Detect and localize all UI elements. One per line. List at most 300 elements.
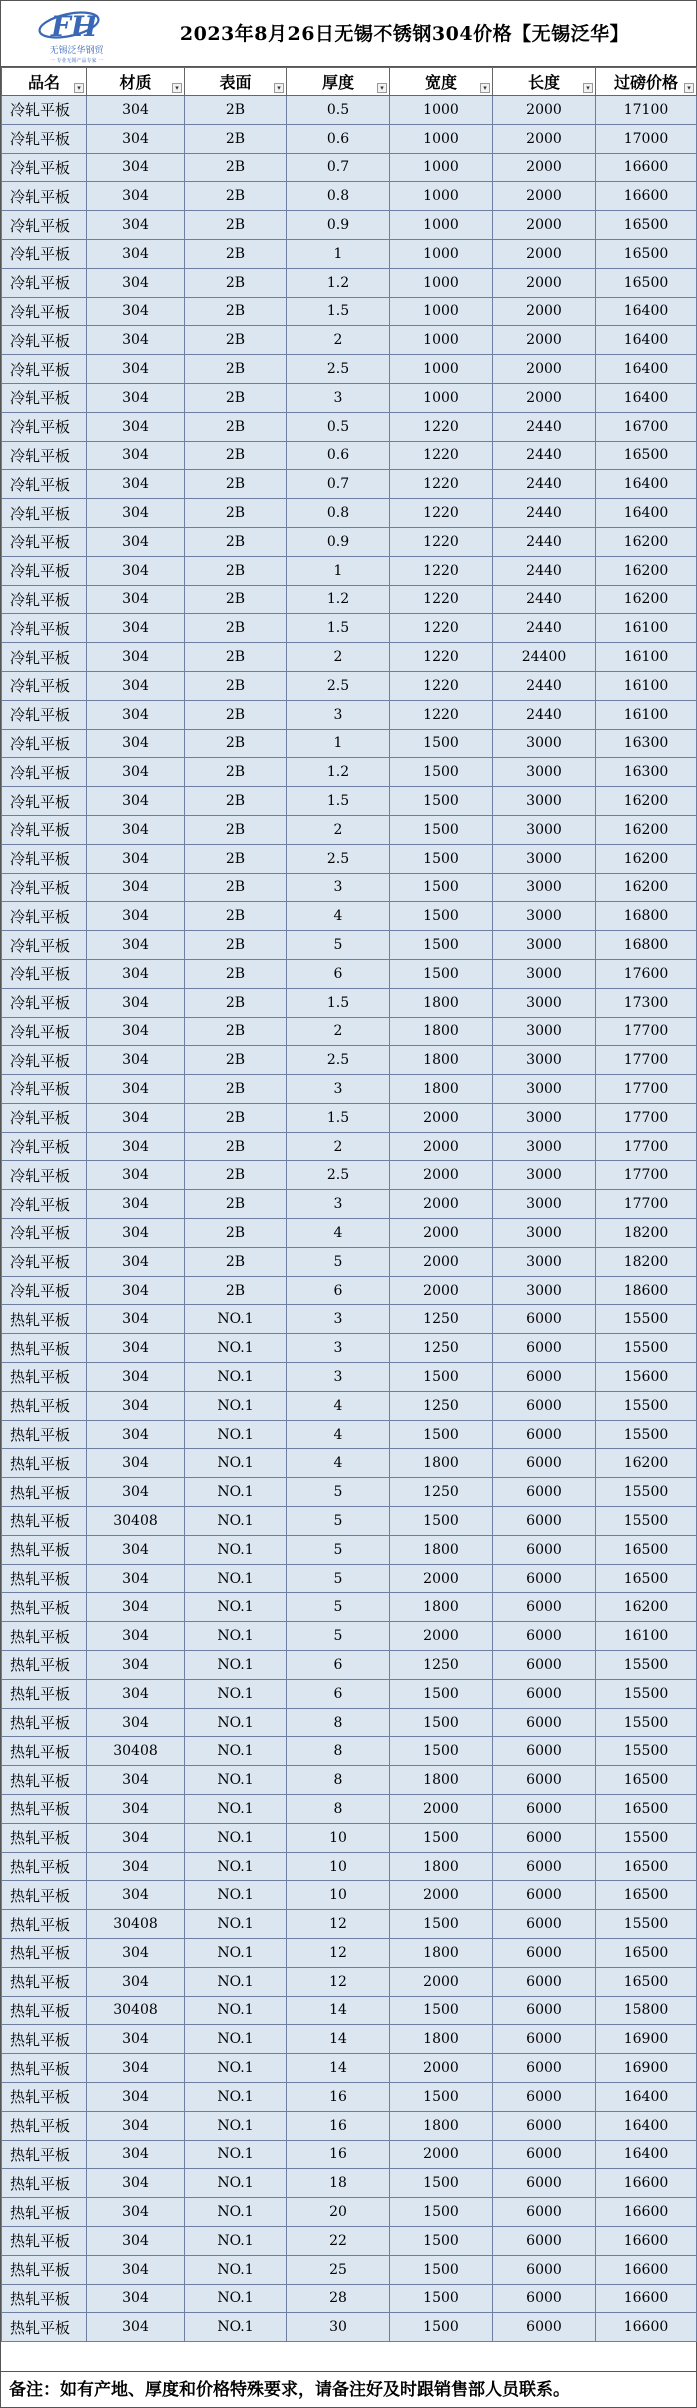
cell-thickness: 8 — [287, 1766, 390, 1795]
cell-weighed-price: 17300 — [596, 988, 697, 1017]
cell-thickness: 14 — [287, 2054, 390, 2083]
cell-width: 1500 — [390, 2198, 493, 2227]
filter-dropdown-icon[interactable]: ▾ — [172, 83, 182, 93]
cell-material: 304 — [87, 1535, 185, 1564]
cell-surface: NO.1 — [185, 1795, 287, 1824]
cell-width: 1500 — [390, 873, 493, 902]
cell-weighed-price: 16400 — [596, 499, 697, 528]
cell-width: 1800 — [390, 1449, 493, 1478]
cell-product-name: 热轧平板 — [2, 1651, 87, 1680]
cell-product-name: 热轧平板 — [2, 1391, 87, 1420]
cell-weighed-price: 17000 — [596, 124, 697, 153]
cell-length: 6000 — [493, 1420, 596, 1449]
cell-surface: 2B — [185, 902, 287, 931]
cell-weighed-price: 16600 — [596, 182, 697, 211]
cell-surface: NO.1 — [185, 1305, 287, 1334]
cell-weighed-price: 16200 — [596, 1593, 697, 1622]
cell-length: 6000 — [493, 1564, 596, 1593]
table-row — [2, 585, 697, 614]
cell-width: 1500 — [390, 1996, 493, 2025]
table-row — [2, 2284, 697, 2313]
cell-width: 2000 — [390, 2054, 493, 2083]
table-row — [2, 1103, 697, 1132]
cell-thickness: 12 — [287, 1967, 390, 1996]
cell-material: 30408 — [87, 1996, 185, 2025]
table-header-row — [2, 68, 697, 96]
cell-weighed-price: 17700 — [596, 1103, 697, 1132]
cell-surface: NO.1 — [185, 1564, 287, 1593]
cell-product-name: 热轧平板 — [2, 1679, 87, 1708]
cell-length: 6000 — [493, 2198, 596, 2227]
cell-surface: NO.1 — [185, 1507, 287, 1536]
cell-surface: 2B — [185, 182, 287, 211]
cell-material: 304 — [87, 1075, 185, 1104]
cell-length: 6000 — [493, 1737, 596, 1766]
table-row — [2, 700, 697, 729]
cell-weighed-price: 16500 — [596, 1535, 697, 1564]
cell-width: 1500 — [390, 729, 493, 758]
cell-surface: 2B — [185, 412, 287, 441]
table-row — [2, 2198, 697, 2227]
cell-length: 6000 — [493, 2226, 596, 2255]
cell-weighed-price: 16400 — [596, 383, 697, 412]
cell-length: 2440 — [493, 700, 596, 729]
cell-product-name: 冷轧平板 — [2, 268, 87, 297]
cell-material: 304 — [87, 2255, 185, 2284]
cell-surface: NO.1 — [185, 1939, 287, 1968]
cell-surface: 2B — [185, 729, 287, 758]
cell-width: 1500 — [390, 2082, 493, 2111]
cell-length: 2000 — [493, 239, 596, 268]
cell-product-name: 热轧平板 — [2, 1939, 87, 1968]
cell-material: 304 — [87, 527, 185, 556]
cell-length: 3000 — [493, 1247, 596, 1276]
cell-weighed-price: 16600 — [596, 2284, 697, 2313]
cell-width: 1500 — [390, 1679, 493, 1708]
cell-width: 1500 — [390, 1737, 493, 1766]
cell-product-name: 热轧平板 — [2, 1622, 87, 1651]
cell-length: 2440 — [493, 614, 596, 643]
cell-material: 304 — [87, 2169, 185, 2198]
cell-length: 2440 — [493, 671, 596, 700]
cell-material: 304 — [87, 1305, 185, 1334]
cell-weighed-price: 16900 — [596, 2025, 697, 2054]
cell-material: 304 — [87, 2140, 185, 2169]
cell-length: 6000 — [493, 1910, 596, 1939]
cell-surface: 2B — [185, 1247, 287, 1276]
cell-product-name: 热轧平板 — [2, 1535, 87, 1564]
table-row — [2, 1910, 697, 1939]
cell-product-name: 冷轧平板 — [2, 153, 87, 182]
cell-thickness: 5 — [287, 1247, 390, 1276]
cell-width: 1500 — [390, 815, 493, 844]
cell-thickness: 1.5 — [287, 988, 390, 1017]
cell-length: 2000 — [493, 383, 596, 412]
cell-thickness: 1 — [287, 729, 390, 758]
cell-material: 304 — [87, 96, 185, 125]
cell-thickness: 1.5 — [287, 297, 390, 326]
cell-thickness: 2 — [287, 1132, 390, 1161]
cell-material: 304 — [87, 787, 185, 816]
cell-material: 304 — [87, 297, 185, 326]
cell-surface: 2B — [185, 1190, 287, 1219]
table-row — [2, 383, 697, 412]
filter-dropdown-icon[interactable]: ▾ — [480, 83, 490, 93]
cell-weighed-price: 16700 — [596, 412, 697, 441]
cell-material: 304 — [87, 902, 185, 931]
table-row — [2, 1564, 697, 1593]
table-row — [2, 326, 697, 355]
cell-surface: NO.1 — [185, 2255, 287, 2284]
cell-product-name: 热轧平板 — [2, 1823, 87, 1852]
cell-width: 2000 — [390, 1881, 493, 1910]
cell-weighed-price: 18200 — [596, 1219, 697, 1248]
cell-thickness: 8 — [287, 1737, 390, 1766]
table-row — [2, 1881, 697, 1910]
cell-length: 6000 — [493, 1823, 596, 1852]
cell-thickness: 4 — [287, 1219, 390, 1248]
cell-weighed-price: 16400 — [596, 355, 697, 384]
cell-material: 304 — [87, 1679, 185, 1708]
cell-thickness: 16 — [287, 2140, 390, 2169]
cell-surface: 2B — [185, 96, 287, 125]
cell-material: 304 — [87, 1103, 185, 1132]
table-row — [2, 1132, 697, 1161]
cell-width: 1500 — [390, 1363, 493, 1392]
cell-material: 304 — [87, 2025, 185, 2054]
cell-width: 1000 — [390, 182, 493, 211]
cell-product-name: 冷轧平板 — [2, 643, 87, 672]
cell-thickness: 3 — [287, 383, 390, 412]
cell-width: 1000 — [390, 355, 493, 384]
cell-weighed-price: 16500 — [596, 1852, 697, 1881]
cell-length: 3000 — [493, 1161, 596, 1190]
cell-weighed-price: 17700 — [596, 1017, 697, 1046]
cell-surface: 2B — [185, 614, 287, 643]
cell-material: 304 — [87, 239, 185, 268]
cell-width: 1220 — [390, 643, 493, 672]
filter-dropdown-icon[interactable]: ▾ — [583, 83, 593, 93]
table-row — [2, 873, 697, 902]
cell-material: 30408 — [87, 1507, 185, 1536]
cell-material: 304 — [87, 1852, 185, 1881]
cell-thickness: 1.2 — [287, 758, 390, 787]
cell-width: 1000 — [390, 383, 493, 412]
cell-weighed-price: 16500 — [596, 239, 697, 268]
cell-surface: NO.1 — [185, 1593, 287, 1622]
cell-weighed-price: 16600 — [596, 2169, 697, 2198]
cell-product-name: 热轧平板 — [2, 2169, 87, 2198]
table-row — [2, 2255, 697, 2284]
footer-note: 备注：如有产地、厚度和价格特殊要求，请备注好及时跟销售部人员联系。 — [1, 2371, 696, 2407]
cell-length: 2000 — [493, 124, 596, 153]
table-row — [2, 355, 697, 384]
cell-thickness: 5 — [287, 931, 390, 960]
table-row — [2, 1679, 697, 1708]
cell-product-name: 冷轧平板 — [2, 239, 87, 268]
cell-weighed-price: 16500 — [596, 211, 697, 240]
cell-thickness: 25 — [287, 2255, 390, 2284]
cell-length: 6000 — [493, 2140, 596, 2169]
cell-width: 1500 — [390, 1910, 493, 1939]
cell-thickness: 0.7 — [287, 470, 390, 499]
cell-material: 304 — [87, 1939, 185, 1968]
cell-weighed-price: 16400 — [596, 326, 697, 355]
filter-dropdown-icon[interactable]: ▾ — [274, 83, 284, 93]
cell-width: 1000 — [390, 239, 493, 268]
cell-length: 2440 — [493, 556, 596, 585]
cell-width: 1500 — [390, 1420, 493, 1449]
cell-material: 304 — [87, 1478, 185, 1507]
cell-surface: NO.1 — [185, 2111, 287, 2140]
cell-length: 2440 — [493, 441, 596, 470]
cell-width: 2000 — [390, 2140, 493, 2169]
cell-weighed-price: 15800 — [596, 1996, 697, 2025]
price-table — [1, 67, 697, 2342]
cell-weighed-price: 16200 — [596, 1449, 697, 1478]
cell-weighed-price: 16200 — [596, 527, 697, 556]
cell-product-name: 热轧平板 — [2, 1881, 87, 1910]
cell-thickness: 0.5 — [287, 96, 390, 125]
column-header-product-name — [2, 68, 87, 96]
cell-product-name: 冷轧平板 — [2, 931, 87, 960]
column-header-label: 过磅价格 — [613, 73, 678, 92]
table-row — [2, 1363, 697, 1392]
cell-width: 1800 — [390, 2111, 493, 2140]
cell-surface: 2B — [185, 527, 287, 556]
cell-weighed-price: 16600 — [596, 2198, 697, 2227]
company-logo — [29, 3, 124, 65]
filter-dropdown-icon[interactable]: ▾ — [377, 83, 387, 93]
cell-product-name: 热轧平板 — [2, 1420, 87, 1449]
logo-tagline: 一 专业无锡产品专家 一 — [49, 58, 104, 64]
cell-width: 1800 — [390, 1939, 493, 1968]
cell-thickness: 4 — [287, 902, 390, 931]
cell-weighed-price: 16400 — [596, 297, 697, 326]
cell-width: 1000 — [390, 153, 493, 182]
cell-weighed-price: 15500 — [596, 1651, 697, 1680]
cell-product-name: 冷轧平板 — [2, 844, 87, 873]
cell-length: 3000 — [493, 1276, 596, 1305]
cell-weighed-price: 16900 — [596, 2054, 697, 2083]
cell-thickness: 3 — [287, 1334, 390, 1363]
cell-width: 2000 — [390, 1795, 493, 1824]
cell-surface: 2B — [185, 383, 287, 412]
cell-thickness: 0.8 — [287, 499, 390, 528]
cell-thickness: 3 — [287, 873, 390, 902]
table-body — [2, 96, 697, 2342]
cell-thickness: 5 — [287, 1535, 390, 1564]
cell-product-name: 热轧平板 — [2, 2313, 87, 2342]
cell-surface: 2B — [185, 1132, 287, 1161]
filter-dropdown-icon[interactable]: ▾ — [684, 83, 694, 93]
cell-material: 304 — [87, 1651, 185, 1680]
filter-dropdown-icon[interactable]: ▾ — [74, 83, 84, 93]
cell-product-name: 冷轧平板 — [2, 1075, 87, 1104]
cell-thickness: 14 — [287, 2025, 390, 2054]
cell-product-name: 热轧平板 — [2, 1305, 87, 1334]
cell-surface: 2B — [185, 124, 287, 153]
cell-surface: NO.1 — [185, 2198, 287, 2227]
cell-product-name: 热轧平板 — [2, 1737, 87, 1766]
cell-material: 304 — [87, 1881, 185, 1910]
cell-width: 1220 — [390, 671, 493, 700]
cell-length: 6000 — [493, 2082, 596, 2111]
cell-thickness: 8 — [287, 1708, 390, 1737]
table-row — [2, 268, 697, 297]
table-row — [2, 2111, 697, 2140]
cell-surface: 2B — [185, 873, 287, 902]
cell-width: 1220 — [390, 614, 493, 643]
table-row — [2, 297, 697, 326]
cell-weighed-price: 16400 — [596, 2140, 697, 2169]
cell-product-name: 热轧平板 — [2, 2226, 87, 2255]
cell-product-name: 热轧平板 — [2, 2111, 87, 2140]
column-header-material — [87, 68, 185, 96]
cell-length: 3000 — [493, 1132, 596, 1161]
cell-weighed-price: 17700 — [596, 1190, 697, 1219]
column-header-label: 表面 — [219, 73, 252, 92]
cell-weighed-price: 16400 — [596, 470, 697, 499]
cell-product-name: 冷轧平板 — [2, 671, 87, 700]
cell-product-name: 冷轧平板 — [2, 355, 87, 384]
cell-weighed-price: 16500 — [596, 1939, 697, 1968]
cell-surface: NO.1 — [185, 1535, 287, 1564]
cell-width: 1800 — [390, 1046, 493, 1075]
cell-thickness: 1.5 — [287, 1103, 390, 1132]
cell-weighed-price: 17700 — [596, 1075, 697, 1104]
cell-length: 6000 — [493, 1967, 596, 1996]
cell-material: 304 — [87, 1593, 185, 1622]
cell-length: 6000 — [493, 1852, 596, 1881]
table-row — [2, 96, 697, 125]
cell-material: 304 — [87, 2111, 185, 2140]
cell-material: 304 — [87, 1017, 185, 1046]
cell-thickness: 20 — [287, 2198, 390, 2227]
cell-material: 304 — [87, 758, 185, 787]
cell-surface: NO.1 — [185, 2284, 287, 2313]
cell-material: 304 — [87, 441, 185, 470]
cell-width: 1250 — [390, 1334, 493, 1363]
cell-material: 304 — [87, 959, 185, 988]
cell-length: 2440 — [493, 470, 596, 499]
cell-width: 1220 — [390, 700, 493, 729]
cell-width: 1220 — [390, 556, 493, 585]
cell-weighed-price: 15500 — [596, 1708, 697, 1737]
table-row — [2, 2226, 697, 2255]
cell-surface: 2B — [185, 988, 287, 1017]
cell-product-name: 冷轧平板 — [2, 412, 87, 441]
cell-width: 2000 — [390, 1622, 493, 1651]
cell-surface: NO.1 — [185, 2025, 287, 2054]
cell-surface: NO.1 — [185, 2082, 287, 2111]
cell-surface: NO.1 — [185, 1420, 287, 1449]
table-row — [2, 124, 697, 153]
table-row — [2, 412, 697, 441]
cell-weighed-price: 16500 — [596, 441, 697, 470]
cell-length: 6000 — [493, 1449, 596, 1478]
cell-length: 3000 — [493, 844, 596, 873]
cell-weighed-price: 15500 — [596, 1478, 697, 1507]
cell-surface: 2B — [185, 239, 287, 268]
cell-material: 304 — [87, 556, 185, 585]
cell-surface: NO.1 — [185, 1910, 287, 1939]
cell-length: 6000 — [493, 2025, 596, 2054]
cell-product-name: 冷轧平板 — [2, 902, 87, 931]
cell-material: 304 — [87, 1967, 185, 1996]
cell-surface: 2B — [185, 959, 287, 988]
cell-material: 304 — [87, 1334, 185, 1363]
cell-length: 6000 — [493, 1535, 596, 1564]
cell-length: 3000 — [493, 1190, 596, 1219]
cell-weighed-price: 16400 — [596, 2082, 697, 2111]
cell-surface: 2B — [185, 1161, 287, 1190]
cell-length: 3000 — [493, 815, 596, 844]
cell-width: 2000 — [390, 1132, 493, 1161]
table-row — [2, 2140, 697, 2169]
cell-material: 304 — [87, 1823, 185, 1852]
cell-material: 304 — [87, 729, 185, 758]
table-row — [2, 1535, 697, 1564]
cell-width: 2000 — [390, 1247, 493, 1276]
cell-width: 1800 — [390, 988, 493, 1017]
cell-surface: NO.1 — [185, 1708, 287, 1737]
cell-weighed-price: 16500 — [596, 268, 697, 297]
cell-weighed-price: 17700 — [596, 1161, 697, 1190]
cell-product-name: 热轧平板 — [2, 1708, 87, 1737]
cell-weighed-price: 16600 — [596, 153, 697, 182]
cell-width: 1220 — [390, 412, 493, 441]
cell-length: 3000 — [493, 902, 596, 931]
cell-product-name: 冷轧平板 — [2, 758, 87, 787]
cell-material: 304 — [87, 326, 185, 355]
cell-width: 1500 — [390, 787, 493, 816]
cell-material: 30408 — [87, 1910, 185, 1939]
cell-length: 6000 — [493, 2284, 596, 2313]
cell-product-name: 冷轧平板 — [2, 1017, 87, 1046]
table-row — [2, 988, 697, 1017]
cell-length: 3000 — [493, 1219, 596, 1248]
cell-product-name: 冷轧平板 — [2, 499, 87, 528]
cell-material: 304 — [87, 1795, 185, 1824]
cell-thickness: 0.9 — [287, 211, 390, 240]
cell-product-name: 冷轧平板 — [2, 729, 87, 758]
cell-length: 6000 — [493, 1679, 596, 1708]
cell-surface: 2B — [185, 700, 287, 729]
cell-length: 6000 — [493, 1795, 596, 1824]
table-row — [2, 1046, 697, 1075]
cell-thickness: 10 — [287, 1823, 390, 1852]
cell-surface: 2B — [185, 326, 287, 355]
cell-length: 2000 — [493, 96, 596, 125]
cell-thickness: 18 — [287, 2169, 390, 2198]
cell-product-name: 热轧平板 — [2, 2082, 87, 2111]
table-row — [2, 729, 697, 758]
cell-product-name: 热轧平板 — [2, 2054, 87, 2083]
cell-weighed-price: 16200 — [596, 556, 697, 585]
cell-material: 304 — [87, 2284, 185, 2313]
cell-width: 1250 — [390, 1391, 493, 1420]
cell-width: 1250 — [390, 1305, 493, 1334]
cell-weighed-price: 17100 — [596, 96, 697, 125]
cell-length: 24400 — [493, 643, 596, 672]
cell-product-name: 冷轧平板 — [2, 1132, 87, 1161]
cell-surface: 2B — [185, 1075, 287, 1104]
cell-thickness: 22 — [287, 2226, 390, 2255]
cell-weighed-price: 16400 — [596, 2111, 697, 2140]
cell-surface: 2B — [185, 815, 287, 844]
cell-width: 1500 — [390, 931, 493, 960]
